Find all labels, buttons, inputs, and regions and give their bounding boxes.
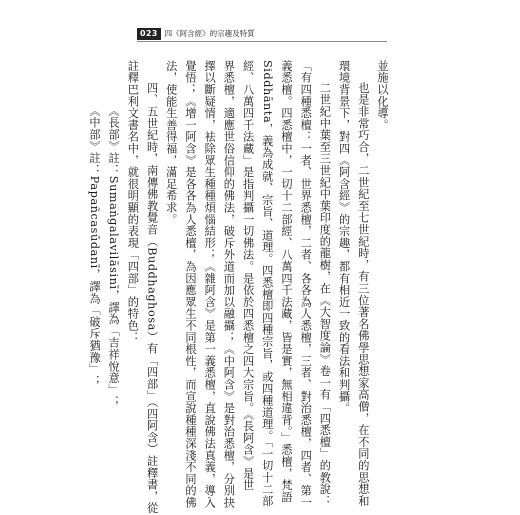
text-line: 法，使能生善得福，滿足希求。 <box>164 60 178 226</box>
header-divider <box>137 41 387 42</box>
chapter-title: 四《阿含經》的宗趣及特質 <box>164 29 255 38</box>
page-number: 023 <box>137 28 161 40</box>
text-line: 界悉檀，適應世俗信仰的佛法，破斥外道而加以融攝；《中阿含》是對治悉檀，分別抉 <box>222 60 236 509</box>
text-line: 經、八萬四千法藏」是指判攝一切佛法。是依於四悉檀之四大宗旨。《長阿含》是世 <box>241 60 255 491</box>
text-line: 《長部》註：Sumaṅgalavilāsinī，譯為「吉祥悅意」； <box>107 104 121 408</box>
text-line: 「有四種悉檀：一者、世界悉檀，二者、各各為人悉檀，三者、對治悉檀，四者、第一 <box>299 60 313 509</box>
vertical-body-text <box>85 60 392 515</box>
text-line: 《中部》註：Papañcasūdanī，譯為「破斥猶豫」； <box>87 104 101 387</box>
text-line: 擇以斷疑情，袪除眾生種種煩惱結形；《雜阿含》是第一義悉檀，直說佛法真義，導入 <box>203 60 217 509</box>
text-line: 四、五世紀時，南傳佛教覺音（Buddhaghosa）有「四部」（四阿含）註釋書，從 <box>145 82 159 515</box>
text-line: 二世紀中葉至三世紀中葉印度的龍樹，在《大智度論》卷一有「四悉檀」的教說： <box>318 82 332 508</box>
text-line: 註釋巴利文書名中，就很明顯的表現「四部」的特色： <box>126 60 140 344</box>
text-line: 也是非常巧合，二世紀至七世紀時，有三位著名佛學思想家高僧，在不同的思想和 <box>356 82 370 508</box>
text-line: 環境背景下，對四《阿含經》的宗趣，都有相近一致的看法和判攝。 <box>337 60 351 414</box>
running-header <box>137 28 255 40</box>
text-line: 並施以化導。 <box>376 60 389 131</box>
text-line: 義悉檀。四悉檀中，一切十二部經、八萬四千法藏，皆是實，無相違背。」悉檀，梵語 <box>279 60 293 503</box>
text-line: 覺悟；《增一阿含》是各各為人悉檀，為因應眾生不同根性，而宣說種種深淺不同的佛 <box>183 60 197 509</box>
text-line: Siddhānta，義為成就、宗旨、道理。四悉檀即四種宗旨，或四種道理。「一切十二部 <box>260 60 274 508</box>
